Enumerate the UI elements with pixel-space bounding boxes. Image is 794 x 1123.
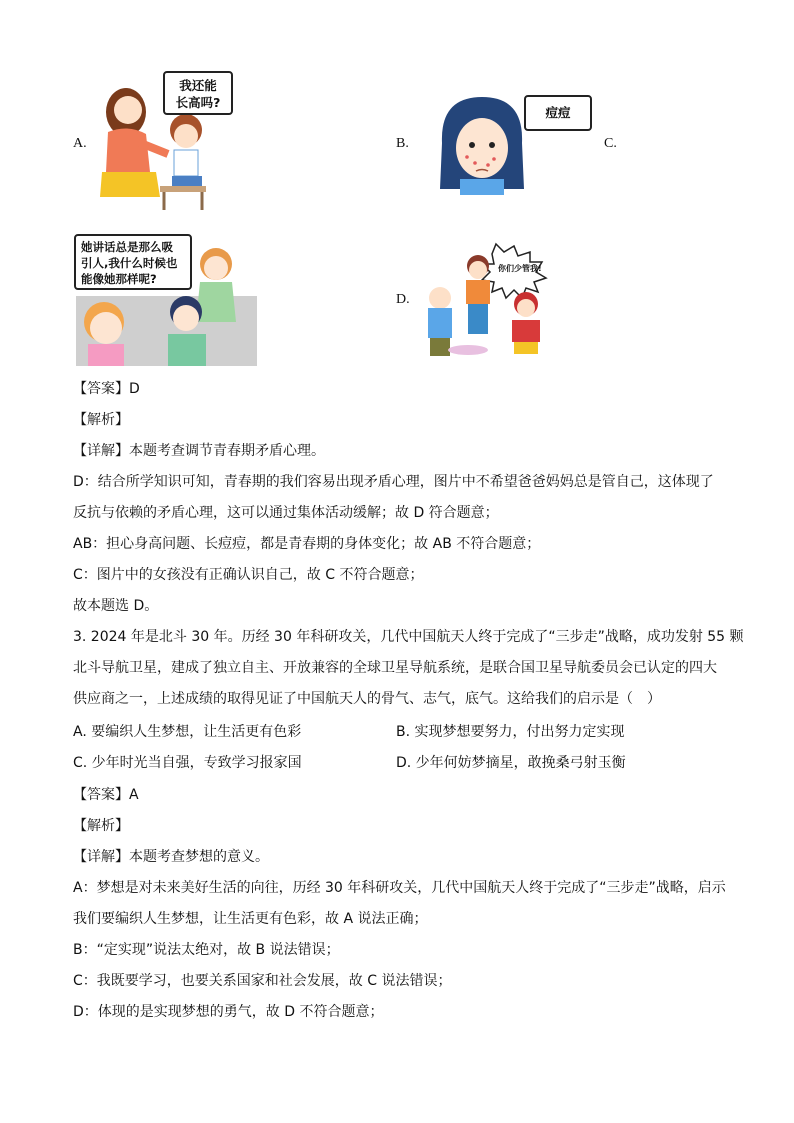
bubble-grow-line1: 我还能: [179, 78, 217, 93]
option-d-label: D.: [396, 292, 410, 307]
q3-option-a: A. 要编织人生梦想，让生活更有色彩: [73, 724, 302, 740]
bubble-grow-line2: 长高吗?: [175, 95, 221, 110]
q3-option-b: B. 实现梦想要努力，付出努力定实现: [396, 724, 625, 740]
bubble-leave-me-alone: 你们少管我!: [498, 264, 542, 273]
q2-c-explanation: C：图片中的女孩没有正确认识自己，故 C 不符合题意；: [73, 567, 424, 583]
q3-answer: 【答案】A: [73, 787, 139, 803]
q2-ab-explanation: AB：担心身高问题、长痘痘，都是青春期的身体变化；故 AB 不符合题意；: [73, 536, 541, 552]
q2-conclusion: 故本题选 D。: [73, 598, 159, 614]
q3-c-explanation: C：我既要学习，也要关系国家和社会发展，故 C 说法错误；: [73, 973, 452, 989]
bubble-admire: [74, 234, 192, 290]
q3-b-explanation: B：“定实现”说法太绝对，故 B 说法错误；: [73, 942, 340, 958]
q3-detail: 【详解】本题考查梦想的意义。: [73, 849, 269, 865]
bubble-admire-line3: 能像她那样呢?: [81, 272, 157, 286]
q3-option-c: C. 少年时光当自强，专致学习报家国: [73, 755, 302, 771]
q3-stem-line2: 北斗导航卫星，建成了独立自主、开放兼容的全球卫星导航系统，是联合国卫星导航委员会已认定的四大: [73, 660, 717, 676]
q3-a-explanation-line2: 我们要编织人生梦想，让生活更有色彩，故 A 说法正确；: [73, 911, 428, 927]
option-c-label: C.: [604, 136, 617, 151]
q3-d-explanation: D：体现的是实现梦想的勇气，故 D 不符合题意；: [73, 1004, 384, 1020]
option-a-label: A.: [73, 136, 87, 151]
q2-answer-text: 【答案】D: [73, 381, 140, 397]
q3-a-explanation-line1: A：梦想是对未来美好生活的向往，历经 30 年科研攻关，几代中国航天人终于完成了“三步走”战略，启示: [73, 880, 726, 896]
bubble-grow-taller: [163, 71, 233, 115]
q3-stem-line3: 供应商之一，上述成绩的取得见证了中国航天人的骨气、志气，底气。这给我们的启示是（ ）: [73, 691, 661, 707]
bubble-acne: 痘痘: [524, 95, 592, 131]
q3-analysis-heading: 【解析】: [73, 818, 129, 834]
q2-d-explanation-line2: 反抗与依赖的矛盾心理，这可以通过集体活动缓解；故 D 符合题意；: [73, 505, 499, 521]
option-b-label: B.: [396, 136, 409, 151]
q3-option-d: D. 少年何妨梦摘星，敢挽桑弓射玉衡: [396, 755, 626, 771]
bubble-admire-line2: 引人,我什么时候也: [81, 256, 178, 270]
illustration-girl-acne: [432, 93, 532, 197]
illustration-rebellious-child: [418, 242, 574, 360]
q2-d-explanation-line1: D：结合所学知识可知，青春期的我们容易出现矛盾心理，图片中不希望爸爸妈妈总是管自己，这体现了: [73, 474, 714, 490]
q2-detail: 【详解】本题考查调节青春期矛盾心理。: [73, 443, 325, 459]
q2-answer: [73, 379, 140, 399]
q3-stem-line1: 3. 2024 年是北斗 30 年。历经 30 年科研攻关，几代中国航天人终于完成了“三步走”战略，成功发射 55 颗: [73, 629, 744, 645]
q2-analysis-heading: 【解析】: [73, 412, 129, 428]
bubble-admire-line1: 她讲话总是那么吸: [81, 240, 173, 254]
